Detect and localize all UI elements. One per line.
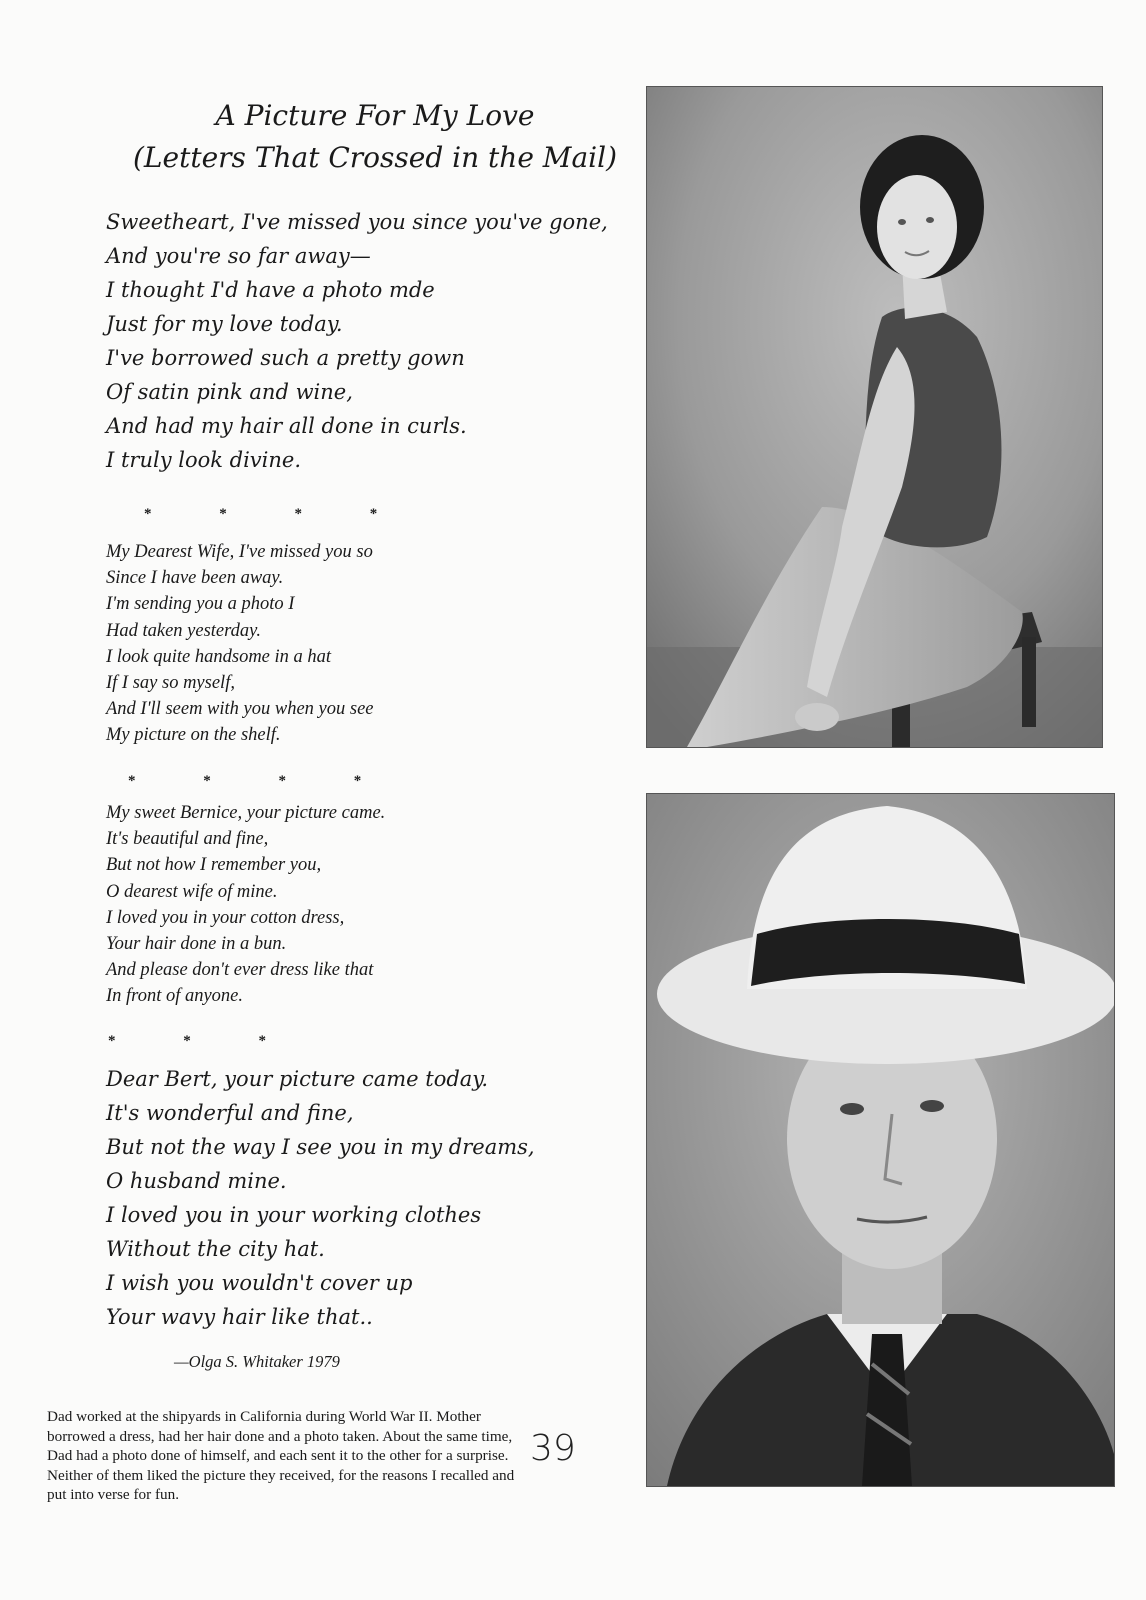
stanza-line: I thought I'd have a photo mde <box>106 278 435 302</box>
portrait-woman-image <box>647 87 1102 747</box>
portrait-woman-photo <box>646 86 1103 748</box>
stanza-line: I look quite handsome in a hat <box>106 646 332 667</box>
stanza-line: In front of anyone. <box>106 986 244 1007</box>
poem-title-line1: A Picture For My Love <box>215 99 535 132</box>
stanza-line: And you're so far away— <box>106 244 371 268</box>
stanza-sweetheart <box>106 205 608 477</box>
stanza-line: I loved you in your working clothes <box>106 1203 482 1227</box>
stanza-line: Of satin pink and wine, <box>106 380 353 404</box>
explanatory-note: Dad worked at the shipyards in California during World War II. Mother borrowed a dress, had her hair done and a photo taken. About the same time, Dad had a photo done of himself, and each sent it to the other for a surprise. Neither of them liked the picture they received, for the reasons I recalled and put into verse for fun. <box>47 1408 515 1503</box>
portrait-man-image <box>647 794 1114 1486</box>
stanza-line: Your wavy hair like that.. <box>106 1305 373 1329</box>
stanza-line: Dear Bert, your picture came today. <box>106 1067 489 1091</box>
stanza-separator: * * * * <box>144 506 410 522</box>
stanza-line: Since I have been away. <box>106 568 284 589</box>
stanza-line: Sweetheart, I've missed you since you've gone, <box>106 210 608 234</box>
stanza-separator: * * * <box>108 1033 298 1049</box>
stanza-line: My sweet Bernice, your picture came. <box>106 803 386 823</box>
stanza-line: I wish you wouldn't cover up <box>106 1271 413 1295</box>
stanza-dearest-wife <box>106 539 374 749</box>
stanza-line: O dearest wife of mine. <box>106 881 278 902</box>
stanza-line: But not how I remember you, <box>106 855 322 876</box>
stanza-line: It's beautiful and fine, <box>106 829 269 850</box>
stanza-line: My Dearest Wife, I've missed you so <box>106 542 373 562</box>
stanza-line: My picture on the shelf. <box>106 725 281 746</box>
stanza-line: I've borrowed such a pretty gown <box>106 346 465 370</box>
stanza-line: Had taken yesterday. <box>106 620 261 641</box>
stanza-separator: * * * * <box>128 773 394 789</box>
stanza-line: And had my hair all done in curls. <box>106 414 467 438</box>
page-number: 39 <box>530 1428 576 1469</box>
stanza-line: I'm sending you a photo I <box>106 594 295 615</box>
stanza-line: I truly look divine. <box>106 448 301 472</box>
stanza-line: And please don't ever dress like that <box>106 960 374 981</box>
poem-title-line2: (Letters That Crossed in the Mail) <box>132 141 617 174</box>
stanza-line: Without the city hat. <box>106 1237 325 1261</box>
stanza-sweet-bernice <box>106 800 385 1010</box>
stanza-line: O husband mine. <box>106 1169 287 1193</box>
stanza-dear-bert <box>106 1062 535 1334</box>
stanza-line: If I say so myself, <box>106 673 235 694</box>
stanza-line: Your hair done in a bun. <box>106 934 287 955</box>
stanza-line: And I'll seem with you when you see <box>106 699 374 720</box>
stanza-line: Just for my love today. <box>106 312 343 336</box>
poem-title <box>120 95 630 179</box>
stanza-line: It's wonderful and fine, <box>106 1101 354 1125</box>
poem-signature: —Olga S. Whitaker 1979 <box>174 1352 340 1371</box>
portrait-man-photo <box>646 793 1115 1487</box>
stanza-line: I loved you in your cotton dress, <box>106 907 345 928</box>
stanza-line: But not the way I see you in my dreams, <box>106 1135 535 1159</box>
